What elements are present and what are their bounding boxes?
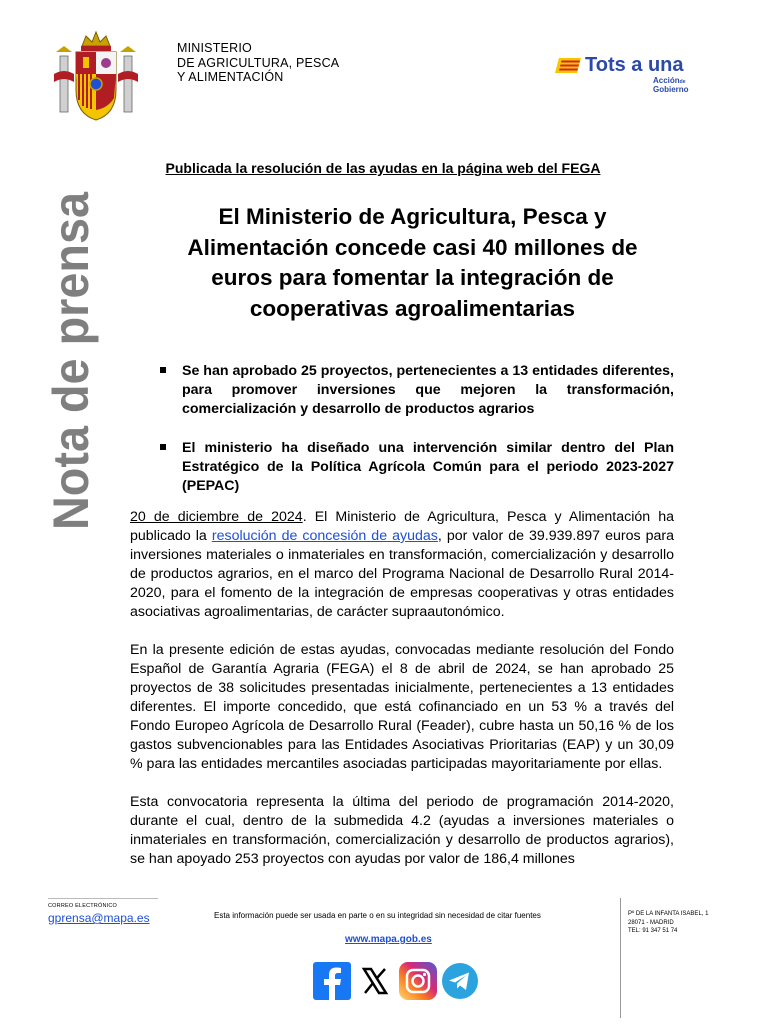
paragraph: Esta convocatoria representa la última del periodo de programación 2014-2020, durante el cual, dentro de la submedida 4.2 (ayudas a inversiones materiales o inmateriales en transformación, comercialización y desarrollo de productos agrarios), se han apoyado 253 proyectos con ayudas por valor de 186,4 millones	[130, 794, 674, 867]
paragraph	[130, 508, 674, 622]
headline	[150, 202, 675, 324]
bullet-text: Se han aprobado 25 proyectos, pertenecientes a 13 entidades diferentes, para promover inversiones que mejoren la transformación, comercialización y desarrollo de productos agrarios	[182, 363, 675, 417]
coat-of-arms-icon	[52, 28, 140, 126]
telegram-icon[interactable]	[441, 962, 479, 1000]
bullet-square-icon	[160, 367, 166, 373]
bullet-text: El ministerio ha diseñado una intervención similar dentro del Plan Estratégico de la Política Agrícola Común para el periodo 2023-2027 (PEPAC)	[182, 440, 674, 494]
postal-address	[628, 910, 708, 936]
paragraph-text: , por valor de 39.939.897 euros para inversiones materiales o inmateriales en transformación, comercialización y desarrollo de productos agrarios, en el marco del Programa Nacional de Desarrollo Rural 2014-2020, para el fomento de la integración de empresas cooperativas y otras entidades asociativas agroalimentarias, de carácter supraautonómico.	[130, 528, 674, 620]
ministry-name	[177, 41, 339, 85]
address-divider	[620, 898, 621, 1018]
instagram-icon[interactable]	[399, 962, 437, 1000]
bullet-item	[160, 362, 674, 419]
x-icon[interactable]	[356, 962, 394, 1000]
headline-line: euros para fomentar la integración de	[211, 265, 614, 290]
address-line: Pº DE LA INFANTA ISABEL, 1	[628, 911, 709, 917]
address-line: 28071 - MADRID	[628, 919, 674, 926]
bullet-square-icon	[160, 444, 166, 450]
ministry-line: DE AGRICULTURA, PESCA	[177, 55, 340, 70]
campaign-title: Tots a una	[585, 54, 684, 76]
headline-line: Alimentación concede casi 40 millones de	[187, 234, 638, 260]
press-release-label-text: Nota de prensa	[43, 190, 99, 530]
campaign-sub-word: Acción	[653, 76, 680, 85]
ministry-line: Y ALIMENTACIÓN	[177, 70, 284, 84]
social-links	[313, 962, 479, 1000]
paragraph: En la presente edición de estas ayudas, convocadas mediante resolución del Fondo Español de Garantía Agraria (FEGA) el 8 de abril de 2024, se han aprobado 25 proyectos de 38 solicitudes presentadas inicialmente, pertenecientes a 13 entidades diferentes. El importe concedido, que está cofinanciado en un 53 % a través del Fondo Europeo Agrícola de Desarrollo Rural (Feader), cubre hasta un 50,16 % de los gastos subvencionables para las Entidades Asociativas Prioritarias (EAP) y un 30,09 % para las entidades mercantiles asociadas participadas mayoritariamente por ellas.	[130, 642, 674, 772]
headline-line: El Ministerio de Agricultura, Pesca y	[218, 204, 607, 229]
address-line: TEL: 91 347 51 74	[628, 928, 678, 934]
usage-disclaimer: Esta información puede ser usada en parte o en su integridad sin necesidad de citar fuentes	[214, 911, 541, 920]
paragraph-text: . El Ministerio de Agricultura, Pesca y Alimentación ha publicado la	[130, 509, 674, 544]
facebook-icon[interactable]	[313, 962, 351, 1000]
summary-bullets	[160, 362, 674, 516]
bullet-item	[160, 439, 674, 496]
release-date: 20 de diciembre de 2024	[130, 509, 303, 525]
campaign-logo	[555, 54, 705, 94]
website-link[interactable]: www.mapa.gob.es	[345, 934, 432, 945]
ministry-line: MINISTERIO	[177, 41, 252, 55]
press-release-label	[38, 190, 100, 535]
footer-divider	[48, 898, 158, 899]
email-label: CORREO ELECTRÓNICO	[48, 903, 117, 909]
resolution-link[interactable]: resolución de concesión de ayudas	[211, 528, 438, 544]
campaign-sub-small: de	[679, 79, 686, 85]
catalan-flag-icon	[555, 58, 581, 73]
press-email-link[interactable]: gprensa@mapa.es	[48, 911, 150, 925]
article-body	[130, 508, 674, 888]
campaign-sub-word: Gobierno	[653, 85, 689, 94]
campaign-subtitle	[653, 77, 689, 94]
kicker: Publicada la resolución de las ayudas en la página web del FEGA	[165, 160, 601, 176]
headline-line: cooperativas agroalimentarias	[249, 295, 576, 321]
